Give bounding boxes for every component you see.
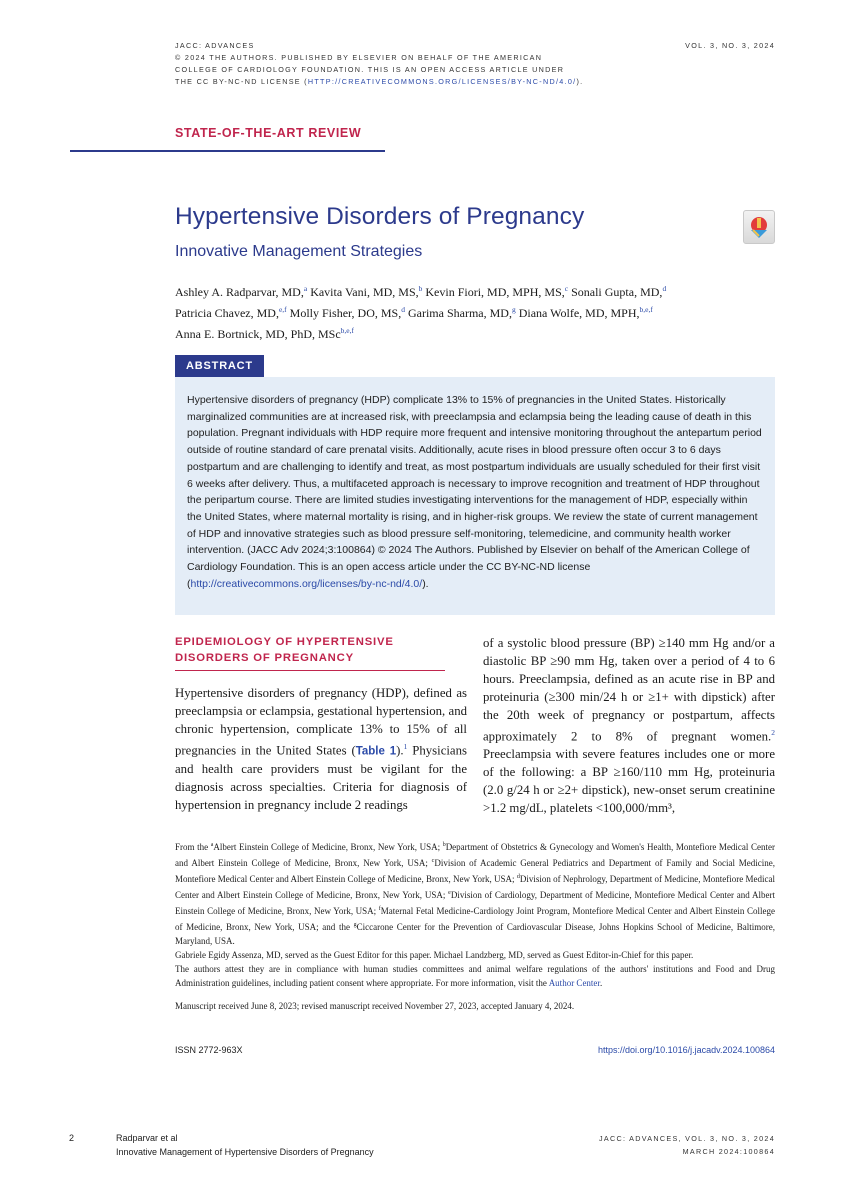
article-title: Hypertensive Disorders of Pregnancy	[175, 203, 585, 230]
affiliations-footnote: From the $^a$Albert Einstein College of Medicine, Bronx, New York, USA; $^b$Department of Obstetrics & Gynecology and Women's Health, Montefiore Medical Center and Albert Einstein College of Medicine, Bronx, New York, USA; $^c$Division of Academic General Pediatrics and Department of Family and Social Medicine, Montefiore Medical Center and Albert Einstein College of Medicine, Bronx, New York, USA; $^d$Division of Nephrology, Department of Medicine, Montefiore Medical Center and Albert Einstein College of Medicine, Bronx, New York, USA; $^e$Division of Cardiology, Department of Medicine, Montefiore Medical Center and Albert Einstein College of Medicine, Bronx, New York, USA; $^f$Maternal Fetal Medicine-Cardiology Joint Program, Montefiore Medical Center and Albert Einstein College of Medicine, Bronx, New York, USA; and the $^g$Ciccarone Center for the Prevention of Cardiovascular Disease, Johns Hopkins School of Medicine, Baltimore, Maryland, USA. Gabriele Egidy Assenza, MD, served as the Guest Editor for this paper. Michael Landzberg, MD, served as Guest Editor-in-Chief for this paper. The authors attest they are in compliance with human studies committees and animal welfare regulations of the authors' institutions and Food and Drug Administration guidelines, including patient consent where appropriate. For more information, visit the Author Center. Manuscript received June 8, 2023; revised manuscript received November 27, 2023, accepted January 4, 2024.	[175, 842, 776, 1011]
left-column: Hypertensive disorders of pregnancy (HDP), defined as preeclampsia or eclampsia, gestational hypertension, and chronic hypertension, complicate 13% to 15% of all pregnancies in the United States (Table 1).$^1$ Physicians and health care providers must be vigilant for the diagnosis across specialties. Criteria for diagnosis of hypertension in pregnancy include 2 readings	[175, 686, 467, 813]
abstract-box: Hypertensive disorders of pregnancy (HDP) complicate 13% to 15% of pregnancies in the United States. Historically marginalized communities are at increased risk, with preeclampsia and eclampsia being the leading cause of death in this population. Pregnant individuals with HDP require more frequent and intensive monitoring throughout the antepartum period outside of routine standard of care prenatal visits. Additionally, acute rises in blood pressure often occur 3 to 6 days postpartum and are challenging to identify and treat, as most postpartum individuals are usually scheduled for their first visit 6 weeks after delivery. Thus, a multifaceted approach is necessary to improve recognition and treatment of HDP throughout the peripartum course. There are limited studies investigating interventions for the management of HDP, especially within the United States, where maternal mortality is rising, and in higher-risk groups. We review the state of current management of HDP and innovative strategies such as blood pressure self-monitoring, telemedicine, and community health worker intervention. (JACC Adv 2024;3:100864) © 2024 The Authors. Published by Elsevier on behalf of the American College of Cardiology Foundation. This is an open access article under the CC BY-NC-ND license (http://creativecommons.org/licenses/by-nc-nd/4.0/).	[175, 377, 775, 615]
running-head	[116, 1131, 516, 1159]
header-rule	[70, 150, 385, 152]
journal-name: JACC: ADVANCES	[175, 41, 255, 50]
crossmark-icon[interactable]	[743, 210, 775, 244]
abstract-label: ABSTRACT	[175, 355, 264, 377]
running-author: Radparvar et al	[116, 1133, 178, 1143]
author-list	[175, 280, 755, 343]
author-line-2: Patricia Chavez, MD,$^{e,f}$ Molly Fisher, DO, MS,$^d$ Garima Sharma, MD,$^g$ Diana Wolfe, MD, MPH,$^{b,e,f}$	[175, 305, 653, 320]
issn: ISSN 2772-963X	[175, 1045, 243, 1055]
abstract-license-link[interactable]: http://creativecommons.org/licenses/by-nc-nd/4.0/	[190, 577, 423, 590]
right-column: of a systolic blood pressure (BP) ≥140 mm Hg and/or a diastolic BP ≥90 mm Hg, taken over a period of 4 to 6 hours. Preeclampsia, defined as an acute rise in BP and proteinuria (≥300 min/24 h or ≥1+ with dipstick) after the 20th week of pregnancy or postpartum, affects approximately 2 to 8% of pregnant women.$^2$ Preeclampsia with severe features includes one or more of the following: a BP ≥160/110 mm Hg, proteinuria (2.0 g/24 h or ≥2+ dipstick), new-onset serum creatinine >1.2 mg/dL, platelets <100,000/mm³,	[483, 636, 775, 816]
section-heading: EPIDEMIOLOGY OF HYPERTENSIVE DISORDERS OF PREGNANCY	[175, 636, 394, 664]
table-1-link[interactable]: Table 1	[355, 745, 397, 758]
abstract-text: Hypertensive disorders of pregnancy (HDP) complicate 13% to 15% of pregnancies in the United States. Historically marginalized communities are at increased risk, with preeclampsia and eclampsia being the leading cause of death in this population. Pregnant individuals with HDP require more frequent and intensive monitoring throughout the antepartum period outside of routine standard of care prenatal visits. Additionally, acute rises in blood pressure often occur 3 to 6 days postpartum and are challenging to identify and treat, as most postpartum individuals are usually scheduled for their first visit 6 weeks after delivery. Thus, a multifaceted approach is necessary to improve recognition and treatment of HDP throughout the peripartum course. There are limited studies investigating interventions for the management of HDP, especially within the United States, where maternal mortality is rising, and in higher-risk groups. We review the state of current management of HDP and innovative strategies such as blood pressure self-monitoring, telemedicine, and community health worker intervention.	[187, 394, 762, 557]
copyright-line-1: © 2024 THE AUTHORS. PUBLISHED BY ELSEVIER ON BEHALF OF THE AMERICAN	[175, 53, 543, 62]
guest-editor-note: Gabriele Egidy Assenza, MD, served as the Guest Editor for this paper. Michael Landzberg, MD, served as Guest Editor-in-Chief for this paper.	[175, 950, 694, 960]
article-subtitle: Innovative Management Strategies	[175, 243, 423, 260]
footer-journal: JACC: ADVANCES, VOL. 3, NO. 3, 2024 MARCH 2024:100864	[599, 1134, 775, 1156]
author-center-link[interactable]: Author Center	[548, 978, 600, 988]
copyright-line-2: COLLEGE OF CARDIOLOGY FOUNDATION. THIS IS AN OPEN ACCESS ARTICLE UNDER	[175, 65, 565, 74]
running-title: Innovative Management of Hypertensive Disorders of Pregnancy	[116, 1147, 374, 1157]
volume-info: VOL. 3, NO. 3, 2024	[685, 41, 775, 50]
author-line-3: Anna E. Bortnick, MD, PhD, MSc$^{b,e,f}$	[175, 326, 354, 341]
abstract-citation: (JACC Adv 2024;3:100864) © 2024 The Authors. Published by Elsevier on behalf of the American College of Cardiology Foundation. This is an open access article under the CC BY-NC-ND license (	[187, 544, 750, 590]
reference-1[interactable]: 1	[403, 742, 408, 751]
author-line-1: Ashley A. Radparvar, MD,$^a$ Kavita Vani, MD, MS,$^b$ Kevin Fiori, MD, MPH, MS,$^c$ Sonali Gupta, MD,$^d$	[175, 284, 667, 299]
journal-header	[175, 40, 595, 88]
manuscript-dates: Manuscript received June 8, 2023; revised manuscript received November 27, 2023, accepted January 4, 2024.	[175, 1001, 575, 1011]
doi-link[interactable]: https://doi.org/10.1016/j.jacadv.2024.100864	[598, 1045, 775, 1055]
article-type: STATE-OF-THE-ART REVIEW	[175, 126, 362, 140]
license-link[interactable]: HTTP://CREATIVECOMMONS.ORG/LICENSES/BY-NC-ND/4.0/	[307, 77, 577, 86]
compliance-note: The authors attest they are in compliance with human studies committees and animal welfare regulations of the authors' institutions and Food and Drug Administration guidelines, including patient consent where appropriate. For more information, visit the Author Center.	[175, 964, 775, 988]
page-number: 2	[69, 1133, 75, 1143]
copyright-line-3: THE CC BY-NC-ND LICENSE (HTTP://CREATIVECOMMONS.ORG/LICENSES/BY-NC-ND/4.0/).	[175, 77, 584, 86]
reference-2[interactable]: 2	[771, 728, 775, 737]
section-rule	[175, 670, 445, 671]
